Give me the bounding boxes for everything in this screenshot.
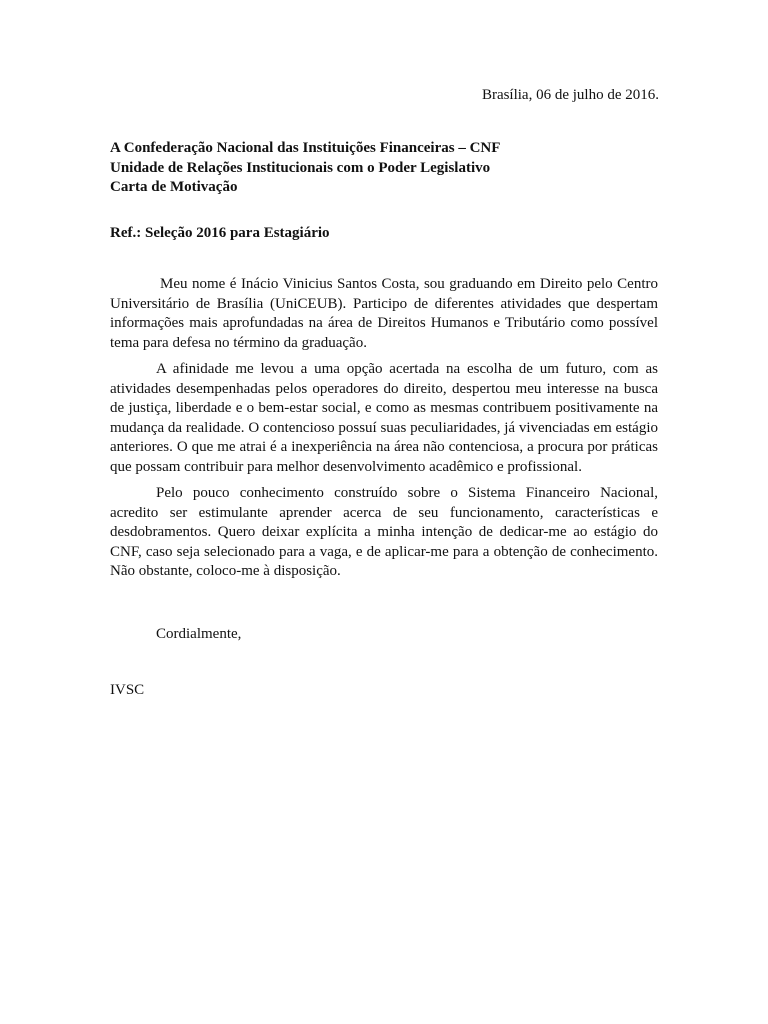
body-paragraph-knowledge: Pelo pouco conhecimento construído sobre o Sistema Financeiro Nacional, acredito ser estimulante aprender acerca de seu funcionamento, características e desdobramentos. Quero deixar explícita a minha intenção de dedicar-me ao estágio do CNF, caso seja selecionado para a vaga, e de aplicar-me para a obtenção de conhecimento. Não obstante, coloco-me à disposição. xyxy=(110,485,658,579)
recipient-block xyxy=(110,139,658,198)
body-paragraph-intro: Meu nome é Inácio Vinicius Santos Costa, sou graduando em Direito pelo Centro Universitário de Brasília (UniCEUB). Participo de diferentes atividades que despertam informações mais aprofundadas na área de Direitos Humanos e Tributário como possível tema para defesa no término da graduação. xyxy=(110,276,658,351)
recipient-organization: A Confederação Nacional das Instituições Financeiras – CNF xyxy=(110,140,501,156)
letter-signature: IVSC xyxy=(110,682,145,698)
letter-body xyxy=(110,275,658,589)
reference-line: Ref.: Seleção 2016 para Estagiário xyxy=(110,225,330,241)
body-paragraph-affinity: A afinidade me levou a uma opção acertada na escolha de um futuro, com as atividades desempenhadas pelos operadores do direito, despertou meu interesse na busca de justiça, liberdade e o bem-estar social, e como as mesmas contribuem positivamente na mudança da realidade. O contencioso possuí suas peculiaridades, já vivenciadas em estágio anteriores. O que me atrai é a inexperiência na área não contenciosa, a procura por práticas que possam contribuir para melhor desenvolvimento acadêmico e profissional. xyxy=(110,361,658,475)
letter-date: Brasília, 06 de julho de 2016. xyxy=(481,87,659,103)
recipient-unit: Unidade de Relações Institucionais com o Poder Legislativo xyxy=(110,159,491,176)
letter-closing: Cordialmente, xyxy=(156,626,242,642)
letter-subject: Carta de Motivação xyxy=(110,179,238,195)
